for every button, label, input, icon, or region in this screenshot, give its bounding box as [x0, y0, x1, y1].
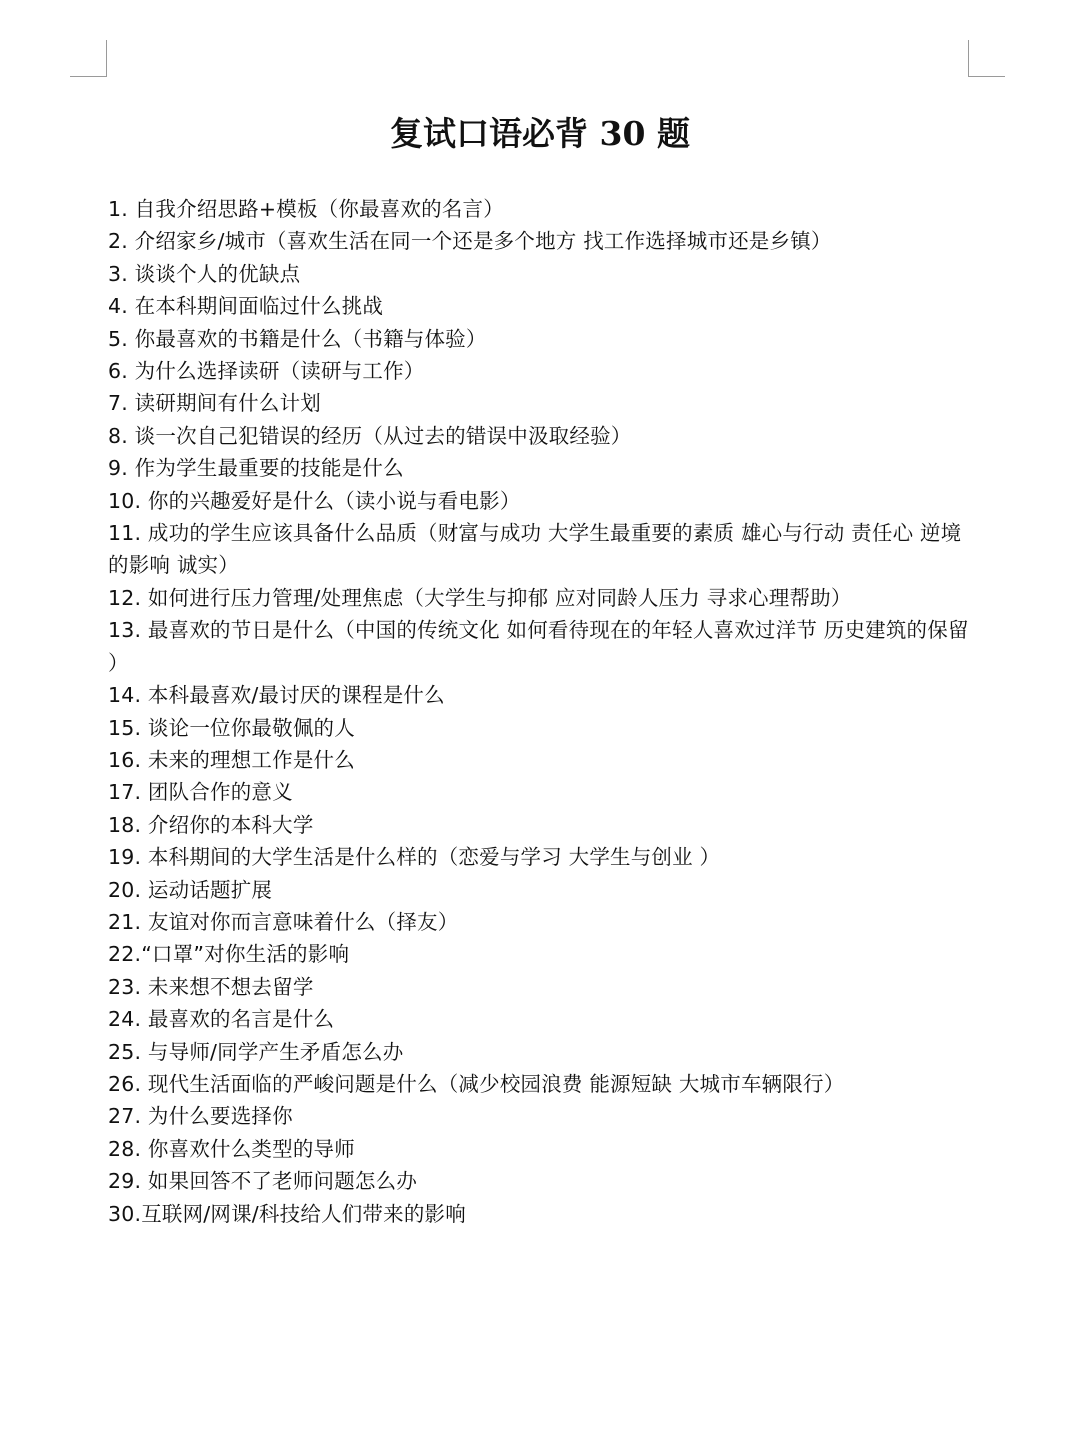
list-item: 22.“口罩”对你生活的影响	[108, 942, 350, 967]
page-title: 复试口语必背 30 题	[390, 114, 690, 153]
crop-mark-top-left	[70, 40, 107, 77]
question-list	[108, 193, 980, 1230]
list-item: 29. 如果回答不了老师问题怎么办	[108, 1169, 418, 1194]
list-item: 6. 为什么选择读研（读研与工作）	[108, 359, 425, 384]
list-item: 4. 在本科期间面临过什么挑战	[108, 294, 384, 319]
list-item: 3. 谈谈个人的优缺点	[108, 261, 301, 286]
list-item: 9. 作为学生最重要的技能是什么	[108, 456, 404, 481]
list-item: 18. 介绍你的本科大学	[108, 812, 314, 837]
list-item: 13. 最喜欢的节日是什么（中国的传统文化 如何看待现在的年轻人喜欢过洋节 历史建筑的保留 ）	[108, 618, 969, 675]
list-item: 21. 友谊对你而言意味着什么（择友）	[108, 909, 459, 934]
list-item: 20. 运动话题扩展	[108, 877, 273, 902]
list-item: 11. 成功的学生应该具备什么品质（财富与成功 大学生最重要的素质 雄心与行动 责任心 逆境的影响 诚实）	[108, 521, 962, 578]
list-item: 23. 未来想不想去留学	[108, 974, 314, 999]
list-item: 10. 你的兴趣爱好是什么（读小说与看电影）	[108, 488, 521, 513]
list-item: 1. 自我介绍思路+模板（你最喜欢的名言）	[108, 197, 504, 221]
list-item: 2. 介绍家乡/城市（喜欢生活在同一个还是多个地方 找工作选择城市还是乡镇）	[108, 229, 832, 254]
list-item: 26. 现代生活面临的严峻问题是什么（减少校园浪费 能源短缺 大城市车辆限行）	[108, 1071, 845, 1096]
list-item: 16. 未来的理想工作是什么	[108, 747, 355, 772]
list-item: 27. 为什么要选择你	[108, 1104, 293, 1129]
list-item: 17. 团队合作的意义	[108, 780, 293, 805]
crop-mark-top-right	[968, 40, 1005, 77]
list-item: 25. 与导师/同学产生矛盾怎么办	[108, 1039, 404, 1064]
list-item: 24. 最喜欢的名言是什么	[108, 1007, 335, 1032]
list-item: 5. 你最喜欢的书籍是什么（书籍与体验）	[108, 326, 487, 351]
list-item: 7. 读研期间有什么计划	[108, 391, 321, 416]
list-item: 12. 如何进行压力管理/处理焦虑（大学生与抑郁 应对同龄人压力 寻求心理帮助）	[108, 585, 852, 610]
list-item: 19. 本科期间的大学生活是什么样的（恋爱与学习 大学生与创业 ）	[108, 845, 721, 870]
list-item: 30.互联网/网课/科技给人们带来的影响	[108, 1201, 466, 1226]
list-item: 15. 谈论一位你最敬佩的人	[108, 715, 355, 740]
list-item: 8. 谈一次自己犯错误的经历（从过去的错误中汲取经验）	[108, 423, 632, 448]
list-item: 14. 本科最喜欢/最讨厌的课程是什么	[108, 683, 445, 708]
list-item: 28. 你喜欢什么类型的导师	[108, 1136, 355, 1161]
